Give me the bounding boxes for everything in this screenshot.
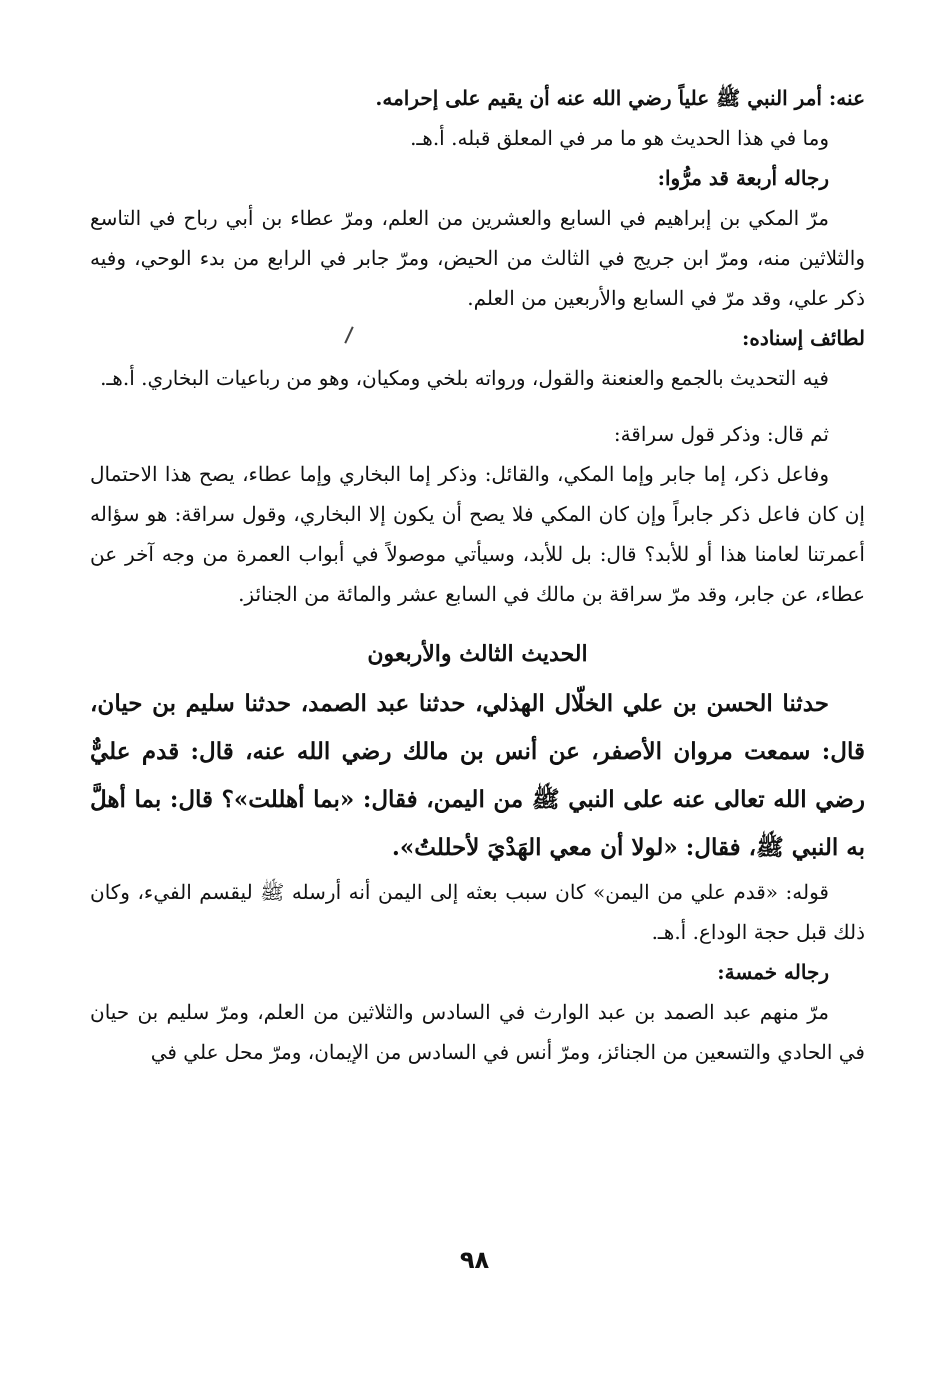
suraqa-heading: ثم قال: وذكر قول سراقة: <box>613 422 829 446</box>
isnad-heading: لطائف إسناده: <box>741 326 865 350</box>
page-number: ٩٨ <box>459 1246 490 1274</box>
isnad-paragraph: فيه التحديث بالجمع والعنعنة والقول، ورواته بلخي ومكيان، وهو من رباعيات البخاري. أ.هـ. <box>100 366 829 390</box>
narrators-five-heading: رجاله خمسة: <box>717 960 829 984</box>
suraqa-paragraph: وفاعل ذكر، إما جابر وإما المكي، والقائل: وذكر إما البخاري وإما عطاء، يصح هذا الاحتمال إن كان فاعل ذكر جابراً وإن كان المكي فلا يصح أن يكون إلا البخاري، وقول سراقة: هو سؤاله أعمرتنا لعامنا هذا أو للأبد؟ قال: بل للأبد، وسيأتي موصولاً في أبواب العمرة من وجه آخر عن عطاء، عن جابر، وقد مرّ سراقة بن مالك في السابع عشر والمائة من الجنائز. <box>90 462 865 606</box>
narrators-heading: رجاله أربعة قد مرُّوا: <box>657 166 829 190</box>
section-title: الحديث الثالث والأربعون <box>367 641 588 667</box>
hadith-text: حدثنا الحسن بن علي الخلّال الهذلي، حدثنا عبد الصمد، حدثنا سليم بن حيان، قال: سمعت مروان الأصفر، عن أنس بن مالك رضي الله عنه، قال: قدم عليٌّ رضي الله تعالى عنه على النبي ﷺ من اليمن، فقال: «بما أهللت»؟ قال: بما أهلَّ به النبي ﷺ، فقال: «لولا أن معي الهَدْيَ لأحللتُ». <box>90 690 865 861</box>
narrators-paragraph: مرّ المكي بن إبراهيم في السابع والعشرين من العلم، ومرّ عطاء بن أبي رباح في التاسع والثلاثين منه، ومرّ ابن جريج في الثالث من الحيض، ومرّ جابر في الرابع من بدء الوحي، وفيه ذكر علي، وقد مرّ في السابع والأربعين من العلم. <box>90 206 865 310</box>
commentary-paragraph: قوله: «قدم علي من اليمن» كان سبب بعثه إلى اليمن أنه أرسله ﷺ ليقسم الفيء، وكان ذلك قبل حجة الوداع. أ.هـ. <box>90 880 865 944</box>
paragraph-explanation: وما في هذا الحديث هو ما مر في المعلق قبله. أ.هـ. <box>410 126 829 150</box>
page-body <box>90 78 865 1072</box>
paragraph-intro: عنه: أمر النبي ﷺ علياً رضي الله عنه أن يقيم على إحرامه. <box>375 86 865 110</box>
narrators-five-paragraph: مرّ منهم عبد الصمد بن عبد الوارث في السادس والثلاثين من العلم، ومرّ سليم بن حيان في الحادي والتسعين من الجنائز، ومرّ أنس في السادس من الإيمان، ومرّ محل علي في <box>90 1000 865 1064</box>
